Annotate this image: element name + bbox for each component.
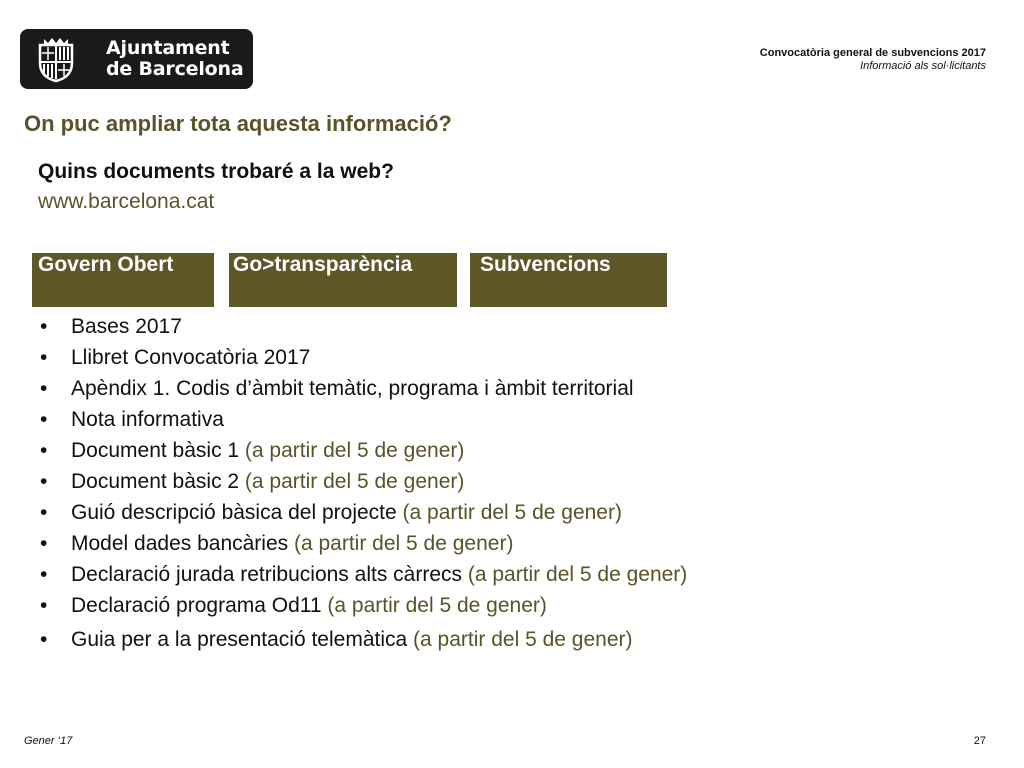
logo-line-2: de Barcelona <box>106 58 244 80</box>
bullet-icon: • <box>40 346 48 369</box>
ajuntament-logo <box>20 29 253 89</box>
document-name: Declaració jurada retribucions alts càrrecs <box>71 563 468 586</box>
page-number: 27 <box>973 735 986 747</box>
section-question: Quins documents trobaré a la web? <box>38 160 394 183</box>
bullet-icon: • <box>40 377 48 400</box>
document-name: Document bàsic 1 <box>71 439 245 462</box>
list-item <box>40 435 687 466</box>
bullet-icon: • <box>40 563 48 586</box>
bullet-icon: • <box>40 532 48 555</box>
list-item <box>40 342 687 373</box>
document-name: Apèndix 1. Codis d’àmbit temàtic, programa i àmbit territorial <box>71 377 634 400</box>
document-name: Guió descripció bàsica del projecte <box>71 501 403 524</box>
availability-note: (a partir del 5 de gener) <box>293 532 514 555</box>
availability-note: (a partir del 5 de gener) <box>244 439 465 462</box>
header-title: Convocatòria general de subvencions 2017 <box>759 47 986 59</box>
logo-line-1: Ajuntament <box>106 37 230 59</box>
availability-note: (a partir del 5 de gener) <box>467 563 688 586</box>
list-item <box>40 559 687 590</box>
availability-note: (a partir del 5 de gener) <box>244 470 465 493</box>
list-item <box>40 311 687 342</box>
list-item <box>40 590 687 621</box>
document-name: Llibret Convocatòria 2017 <box>71 346 311 369</box>
bullet-icon: • <box>40 439 48 462</box>
document-name: Model dades bancàries <box>71 532 294 555</box>
list-item <box>40 373 687 404</box>
document-list <box>40 311 687 655</box>
document-name: Guia per a la presentació telemàtica <box>71 628 414 651</box>
bullet-icon: • <box>40 315 48 338</box>
availability-note: (a partir del 5 de gener) <box>413 628 633 651</box>
list-item <box>40 497 687 528</box>
bullet-icon: • <box>40 594 48 617</box>
transparencia-button[interactable]: Go>transparència <box>229 253 457 307</box>
availability-note: (a partir del 5 de gener) <box>327 594 547 617</box>
document-header <box>760 47 986 73</box>
bullet-icon: • <box>40 470 48 493</box>
footer-date: Gener ‘17 <box>24 735 73 747</box>
header-subtitle: Informació als sol·licitants <box>860 60 986 72</box>
list-item <box>40 466 687 497</box>
document-name: Document bàsic 2 <box>71 470 245 493</box>
document-name: Bases 2017 <box>71 315 182 338</box>
bullet-icon: • <box>40 408 48 431</box>
document-name: Nota informativa <box>71 408 224 431</box>
page-title: On puc ampliar tota aquesta informació? <box>24 111 452 136</box>
list-item <box>40 528 687 559</box>
govern-obert-button[interactable]: Govern Obert <box>32 253 214 307</box>
coat-of-arms-icon <box>34 35 78 83</box>
website-link[interactable]: www.barcelona.cat <box>38 190 215 213</box>
bullet-icon: • <box>40 501 48 524</box>
list-item <box>40 624 687 655</box>
bullet-icon: • <box>40 628 48 651</box>
availability-note: (a partir del 5 de gener) <box>402 501 622 524</box>
document-name: Declaració programa Od11 <box>71 594 328 617</box>
list-item <box>40 404 687 435</box>
subvencions-button[interactable]: Subvencions <box>470 253 667 307</box>
logo-wordmark <box>106 38 243 80</box>
